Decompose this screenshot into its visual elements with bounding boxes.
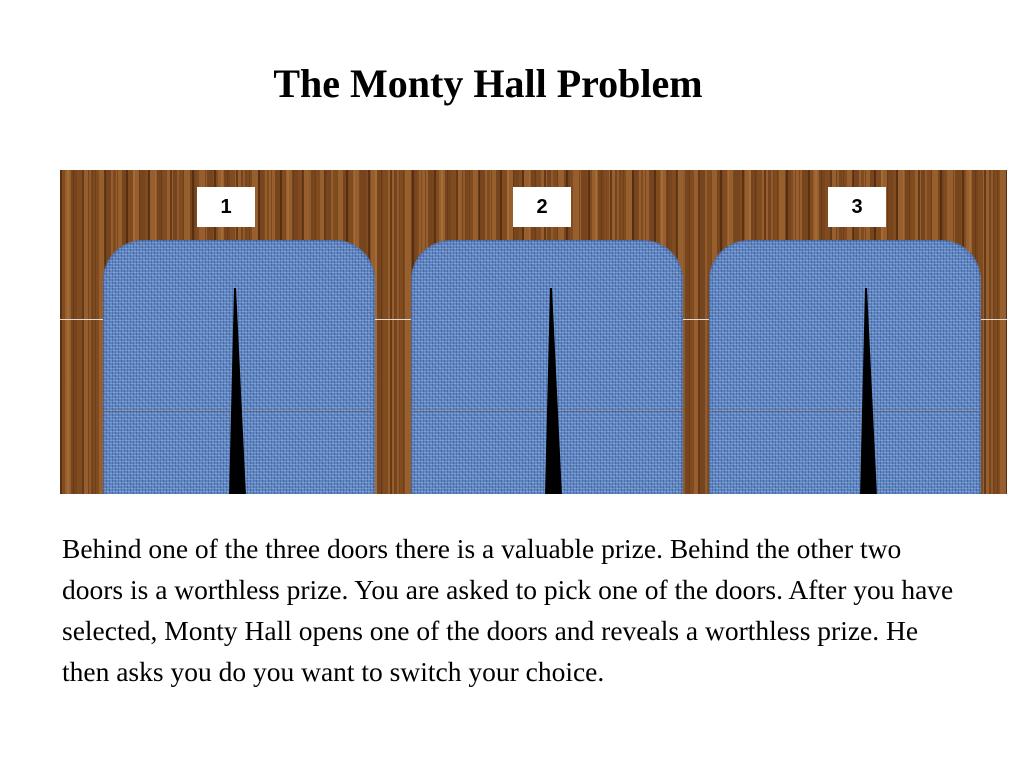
door-number-2: 2: [513, 187, 571, 227]
curtain-gap-icon: [709, 240, 981, 494]
door-2[interactable]: [411, 240, 683, 494]
door-3[interactable]: [709, 240, 981, 494]
door-stage: [60, 170, 1007, 494]
curtain-gap-icon: [411, 240, 683, 494]
door-1[interactable]: [103, 240, 375, 494]
curtain-gap-icon: [103, 240, 375, 494]
door-number-3: 3: [828, 187, 886, 227]
door-number-1: 1: [197, 187, 255, 227]
problem-description: Behind one of the three doors there is a valuable prize. Behind the other two doors is a worthless prize. You are asked to pick one of the doors. After you have selected, Monty Hall opens one of the doors and reveals a worthless prize. He then asks you do you want to switch your choice.: [62, 533, 954, 687]
page-title: The Monty Hall Problem: [273, 61, 703, 106]
